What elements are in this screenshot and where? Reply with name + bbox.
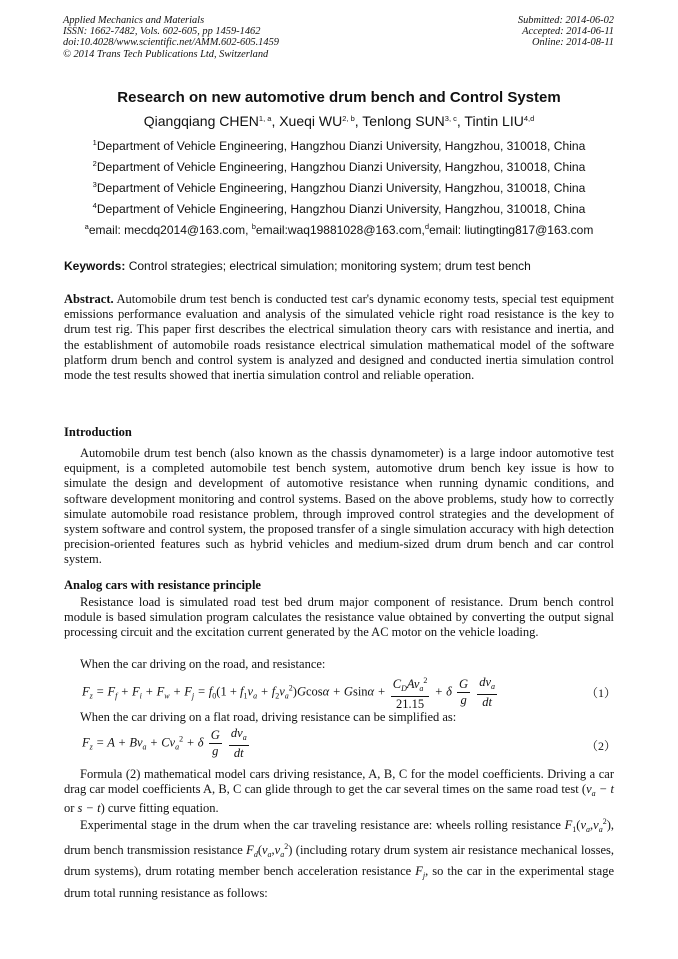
journal-header-right — [518, 15, 614, 49]
accepted-date: Accepted: 2014-06-11 — [522, 26, 614, 38]
journal-doi[interactable]: doi:10.4028/www.scientific.net/AMM.602-605.1459 — [63, 37, 279, 49]
abstract-label: Abstract. — [64, 292, 114, 306]
inline-fj: $F_j$ — [415, 864, 426, 880]
submitted-date: Submitted: 2014-06-02 — [517, 15, 614, 26]
keywords — [64, 259, 531, 273]
online-date: Online: 2014-08-11 — [531, 37, 614, 49]
affiliation-3: $^3$Department of Vehicle Engineering, Hangzhou Dianzi University, Hangzhou, 310018, China — [92, 180, 586, 195]
introduction-paragraph: Automobile drum test bench (also known as the chassis dynamometer) is a large indoor automotive test equipment, is a completed automobile test bench system, automotive drum bench key issue is how to simulate the design and development of automotive resistance when running dynamic conditions, and software development monitoring and control systems. Based on the above problems, study how to correctly simulate automobile road resistance problem, through improved control strategies and the development of system software and control system, the proposed transfer of a single simulation accuracy with high detection precision-oriented features such as hybrid vehicles and medium-sized drum drum bench and car control system. — [64, 446, 614, 567]
affiliation-1: $^1$Department of Vehicle Engineering, Hangzhou Dianzi University, Hangzhou, 310018, China — [92, 138, 586, 153]
author-sup: 4,d — [523, 114, 535, 123]
affiliation-4: $^4$Department of Vehicle Engineering, Hangzhou Dianzi University, Hangzhou, 310018, China — [92, 201, 586, 216]
paper-title: Research on new automotive drum bench and Control System — [117, 89, 561, 106]
experimental-paragraph: Experimental stage in the drum when the car traveling resistance are: wheels rolling resistance $F_1(v_a,v_a^2)$, drum bench transmission resistance $F_d(v_a,v_a^2)$ (including rotary drum system air resistance mechanical losses, drum systems), drum rotating member bench acceleration resistance $F_j$, so the car in the experimental stage drum total running resistance as follows: — [64, 817, 615, 900]
analog-paragraph-3: When the car driving on a flat road, driving resistance can be simplified as: — [80, 710, 457, 724]
keywords-label: Keywords: — [64, 259, 126, 273]
author-name: Xueqi WU — [279, 113, 343, 129]
inline-va-t: $v_a - t$ — [586, 782, 614, 799]
equation-1: $F_z = F_f + F_i + F_w + F_j = f_0(1 + f_1v_a + f_2v_a^2)Gcos\alpha + Gsin\alpha$ + $\frac{C_DAv_a^2}{21.15}$ + δ $\frac{G}{g}$ $\frac{dv_a}{dt}$ — [82, 675, 496, 711]
equation-2: $F_z = A + Bv_a + Cv_a^2 + \delta$ $\frac{G}{g}$ $\frac{dv_a}{dt}$ — [82, 726, 247, 760]
eq1-denominator: 21.15 — [396, 697, 425, 711]
author-list: Qiangqiang CHEN$^{1, a}$, Xueqi WU$^{2, b}$, Tenlong SUN$^{3, c}$, Tintin LIU$^{4,d}$ — [143, 113, 535, 129]
inline-fd: $F_d(v_a,v_a^2)$ — [246, 841, 293, 859]
section-heading-introduction: Introduction — [64, 425, 132, 439]
email-link[interactable]: email: liutingting817@163.com — [429, 223, 594, 237]
equation-2-number: （2） — [586, 739, 617, 753]
email-link[interactable]: email:waq19881028@163.com, — [255, 223, 425, 237]
journal-issn: ISSN: 1662-7482, Vols. 602-605, pp 1459-1462 — [63, 26, 261, 38]
journal-copyright: © 2014 Trans Tech Publications Ltd, Switzerland — [63, 48, 269, 60]
author-name: Qiangqiang CHEN — [143, 113, 259, 129]
inline-s-t: s − t — [77, 801, 101, 816]
author-name: Tenlong SUN — [362, 113, 445, 129]
abstract — [64, 292, 614, 383]
author-name: Tintin LIU — [464, 113, 524, 129]
inline-f1: $F_1(v_a,v_a^2)$ — [564, 817, 611, 834]
journal-name: Applied Mechanics and Materials — [63, 15, 205, 26]
email-link[interactable]: email: mecdq2014@163.com, — [88, 223, 252, 237]
author-sup: 3, c — [444, 114, 457, 123]
equation-1-number: （1） — [586, 686, 617, 700]
author-sup: 1, a — [258, 114, 272, 123]
affiliation-2: $^2$Department of Vehicle Engineering, Hangzhou Dianzi University, Hangzhou, 310018, China — [92, 159, 586, 174]
keywords-text: Control strategies; electrical simulation; monitoring system; drum test bench — [125, 259, 531, 273]
journal-header-left — [63, 15, 279, 60]
analog-paragraph-1: Resistance load is simulated road test bed drum major component of resistance. Drum bench control module is based simulation program calculates the resistance value obtained by converting the output signal processing circuit and the excitation current generated by the AC motor on the vehicle loading. — [64, 595, 614, 640]
section-heading-analog: Analog cars with resistance principle — [64, 578, 261, 592]
author-emails: $^a$email: mecdq2014@163.com, $^b$email:waq19881028@163.com,$^d$email: liutingting817@163.com — [84, 222, 594, 237]
abstract-text: Automobile drum test bench is conducted test car's dynamic economy tests, special test equipment emissions performance evaluation and analysis of the simulated vehicle right road resistance is the key to drum test rig. This paper first describes the electrical simulation theory cars with resistance and inertia, and the establishment of automobile roads resistance electrical simulation mathematical model of the software platform drum bench and control system is analyzed and designed and conducted inertia simulation control mode the test results showed that inertia simulation control and reliable operation. — [64, 292, 614, 383]
author-sup: 2, b — [342, 114, 355, 123]
analog-paragraph-2: When the car driving on the road, and resistance: — [80, 657, 326, 671]
formula-2-paragraph: Formula (2) mathematical model cars driving resistance, A, B, C for the model coefficients. Driving a car drag car model coefficients A, B, C can glide through to get the car several times on the same road test ($v_a - t$ or s − t) curve fitting equation. — [64, 767, 614, 816]
